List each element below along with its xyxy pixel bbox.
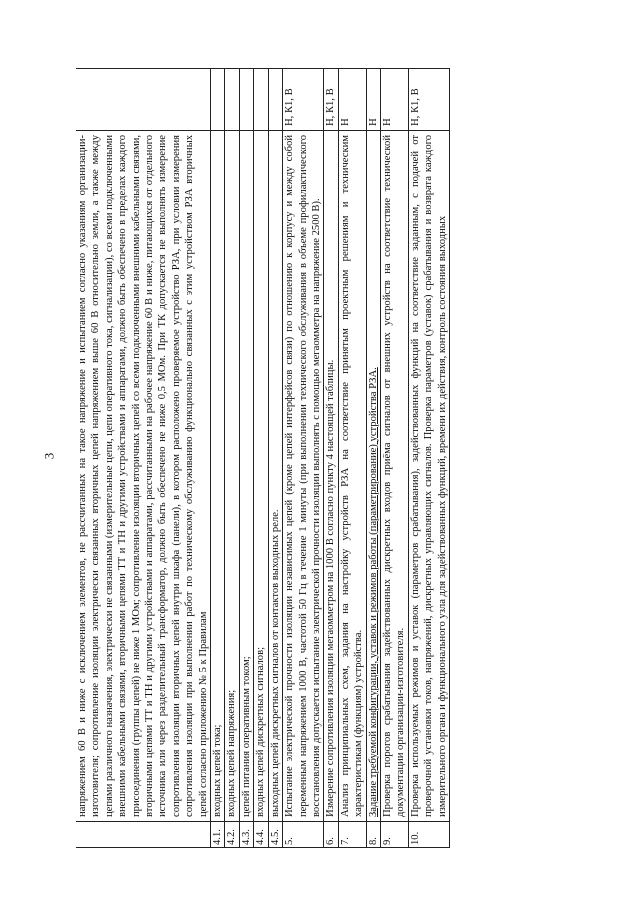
row-category (76, 69, 211, 131)
row-text: Проверка порогов срабатывания задействованных дискретных входов приёма сигналов от внешних устройств на соответствие технической документации организации-изготовителя. (380, 131, 408, 822)
table-row (283, 69, 324, 848)
table-row (324, 69, 338, 848)
table-row (408, 69, 449, 848)
table-row (211, 69, 225, 848)
row-text: входных цепей напряжения; (225, 131, 239, 822)
table-row (268, 69, 282, 848)
row-category: Н, К1, В (324, 69, 338, 131)
row-category (268, 69, 282, 131)
row-text: Испытание электрической прочности изоляции независимых цепей (кроме цепей интерфейсов связи) по отношению к корпусу и между собой переменным напряжением 1000 В, частотой 50 Гц в течение 1 минуты (при выполнении технического обслуживания в объеме профилактического восстановления допускается испытание электрической прочности изоляции выполнять с помощью мегаомметра на напряжение 2500 В). (283, 131, 324, 822)
rotated-table-container (76, 68, 546, 848)
row-text: Задание требуемой конфигурации, уставок и режимов работы (параметрирование) устройства РЗА. (366, 131, 380, 822)
table-row (239, 69, 253, 848)
row-number (76, 822, 211, 848)
row-number: 4.5. (268, 822, 282, 848)
row-category: Н (380, 69, 408, 131)
row-text: Измерение сопротивления изоляции мегаомметром на 1000 В согласно пункту 4 настоящей таблицы. (324, 131, 338, 822)
row-category (254, 69, 268, 131)
row-number: 9. (380, 822, 408, 848)
row-number: 4.2. (225, 822, 239, 848)
row-category (225, 69, 239, 131)
row-category: Н, К1, В (408, 69, 449, 131)
row-number: 7. (338, 822, 366, 848)
row-number: 10. (408, 822, 449, 848)
row-text: входных цепей дискретных сигналов; (254, 131, 268, 822)
row-text: напряжением 60 В и ниже с исключением элементов, не рассчитанных на такое напряжение и испытанием согласно указаниям организации-изготовителя; сопротивление изоляции электрически связанных вторичных цепей напряжением выше 60 В относительно земли, а также между цепями различного назначения, электрически не связанными (измерительные цепи, цепи оперативного тока, сигнализации), со всеми подключенными внешними кабельными связями, вторичными цепями ТТ и ТН и другими устройствами и аппаратами, должно быть обеспечено в пределах каждого присоединения (группы цепей) не ниже 1 МОм; сопротивление изоляции вторичных цепей со всеми подключенными внешними кабельными связями, вторичными цепями ТТ и ТН и другими устройствами и аппаратами, рассчитанными на рабочее напряжение 60 В и ниже, питающихся от отдельного источника или через разделительный трансформатор, должно быть обеспечено не ниже 0,5 МОм. При ТК допускается не выполнять измерение сопротивления изоляции вторичных цепей внутри шкафа (панели), в котором расположено проверяемое устройство РЗА, при условии измерения сопротивления изоляции при выполнении работ по техническому обслуживанию функционально связанных с этим устройством РЗА вторичных цепей согласно приложению № 5 к Правилам (76, 131, 211, 822)
row-number: 4.3. (239, 822, 253, 848)
row-text: Анализ принципиальных схем, задания на настройку устройств РЗА на соответствие принятым проектным решениям и техническим характеристикам (функциям) устройства. (338, 131, 366, 822)
page-number: 3 (41, 452, 57, 460)
row-category: Н (366, 69, 380, 131)
row-text: выходных цепей дискретных сигналов от контактов выходных реле. (268, 131, 282, 822)
row-category (239, 69, 253, 131)
row-category: Н, К1, В (283, 69, 324, 131)
table-row (338, 69, 366, 848)
table-row (366, 69, 380, 848)
row-category (211, 69, 225, 131)
row-number: 4.4. (254, 822, 268, 848)
row-number: 5. (283, 822, 324, 848)
row-text: Проверка используемых режимов и уставок (параметров срабатывания), задействованных функций на соответствие заданным, с подачей от проверочной установки токов, напряжений, дискретных управляющих сигналов. Проверка параметров (уставок) срабатывания и возврата каждого измерительного органа и функционального узла для задействованных функций, времени их действия, контроль состояния выходных (408, 131, 449, 822)
row-number: 8. (366, 822, 380, 848)
row-text: цепей питания оперативным током; (239, 131, 253, 822)
table-row (254, 69, 268, 848)
table-row (225, 69, 239, 848)
row-text: входных цепей тока; (211, 131, 225, 822)
row-number: 4.1. (211, 822, 225, 848)
row-category: Н (338, 69, 366, 131)
row-number: 6. (324, 822, 338, 848)
table-row (76, 69, 211, 848)
table-row (380, 69, 408, 848)
maintenance-table (76, 68, 450, 848)
